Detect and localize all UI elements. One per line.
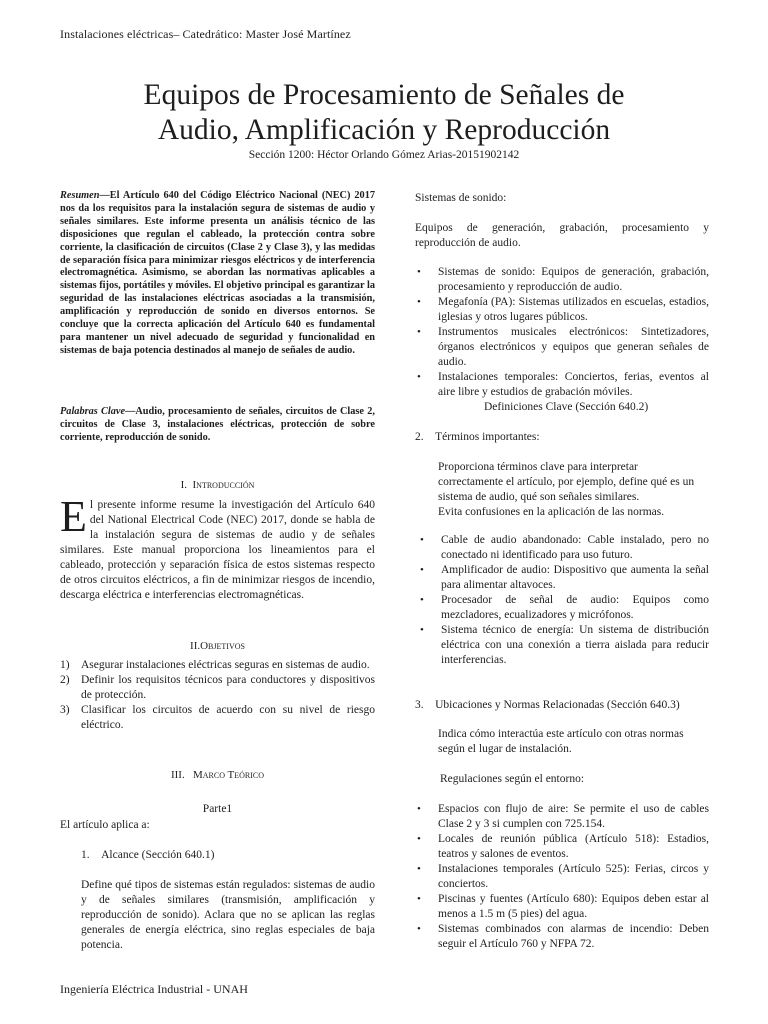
item-number: 3. — [415, 699, 424, 711]
section-number: II. — [190, 640, 201, 652]
item-title: Ubicaciones y Normas Relacionadas (Sección 640.3) — [435, 699, 680, 711]
bullet-icon: • — [417, 923, 421, 935]
list-item — [415, 295, 709, 325]
item-number: 1. — [81, 849, 90, 861]
running-footer: Ingeniería Eléctrica Industrial - UNAH — [60, 982, 248, 996]
page-title — [40, 78, 728, 148]
list-item — [418, 563, 709, 593]
item-terminos-note: Evita confusiones en la aplicación de las normas. — [438, 506, 665, 518]
item-text: Piscinas y fuentes (Artículo 680): Equipos deben estar al menos a 1.5 m (5 pies) del agua. — [438, 893, 709, 920]
list-item — [415, 832, 709, 862]
keywords-label: Palabras Clave — [60, 406, 126, 417]
list-item — [415, 862, 709, 892]
bullet-icon: • — [417, 803, 421, 815]
item-text: Sistemas combinados con alarmas de incendio: Deben seguir el Artículo 760 y NFPA 72. — [438, 923, 709, 950]
title-line-2: Audio, Amplificación y Reproducción — [157, 114, 611, 146]
item-terminos-heading — [415, 430, 709, 445]
item-text: Instalaciones temporales (Artículo 525): Ferias, circos y conciertos. — [438, 863, 709, 890]
running-header: Instalaciones eléctricas– Catedrático: Master José Martínez — [60, 27, 351, 41]
bullet-icon: • — [420, 534, 424, 546]
definitions-heading: Definiciones Clave (Sección 640.2) — [484, 401, 649, 413]
introduction-text: l presente informe resume la investigación del Artículo 640 del National Electrical Code (NEC) 2017, donde se habla de la instalación segura de sistemas de audio y de señales similares. Este manual proporciona los lineamientos para el cableado, protección y separación física de estos sistemas respecto de otros circuitos eléctricos, a fin de minimizar riesgos de incendio, descarga eléctrica e interferencias electromagnéticas. — [60, 499, 375, 601]
item-text: Instrumentos musicales electrónicos: Sintetizadores, órganos electrónicos y equipos que generan señales de audio. — [438, 326, 709, 368]
item-text: Procesador de señal de audio: Equipos como mezcladores, ecualizadores y micrófonos. — [441, 594, 709, 621]
sound-systems-description: Equipos de generación, grabación, procesamiento y reproducción de audio. — [415, 222, 709, 249]
subsection-parte: Parte1 — [202, 803, 233, 815]
item-text: Espacios con flujo de aire: Se permite el uso de cables Clase 2 y 3 si cumplen con 725.154. — [438, 803, 709, 830]
sound-systems-label: Sistemas de sonido: — [415, 192, 507, 204]
bullet-icon: • — [417, 893, 421, 905]
regulations-heading: Regulaciones según el entorno: — [440, 773, 585, 785]
item-text: Cable de audio abandonado: Cable instalado, pero no conectado ni identificado para uso futuro. — [441, 534, 709, 561]
objectives-list — [60, 658, 375, 733]
drop-cap: E — [60, 492, 87, 541]
list-item — [60, 703, 375, 733]
bullet-icon: • — [417, 296, 421, 308]
terms-list — [418, 533, 709, 668]
item-text: Sistema técnico de energía: Un sistema de distribución eléctrica con una conexión a tierra aislada para reducir interferencias. — [441, 624, 709, 666]
list-item — [415, 922, 709, 952]
item-text: Instalaciones temporales: Conciertos, ferias, eventos al aire libre y estudios de grabación móviles. — [438, 371, 709, 398]
list-item — [415, 370, 709, 400]
abstract-label: Resumen — [60, 190, 100, 201]
section-title: Marco Teórico — [192, 769, 265, 781]
list-item — [418, 623, 709, 668]
list-item — [60, 658, 375, 673]
bullet-icon: • — [420, 564, 424, 576]
item-text: Asegurar instalaciones eléctricas seguras en sistemas de audio. — [81, 659, 370, 671]
item-number: 2. — [415, 431, 424, 443]
list-item — [415, 265, 709, 295]
item-number: 2) — [60, 674, 70, 686]
introduction-paragraph — [60, 492, 375, 603]
item-text: Sistemas de sonido: Equipos de generación, grabación, procesamiento y reproducción de audio. — [438, 266, 709, 293]
list-item — [418, 593, 709, 623]
item-title: Términos importantes: — [435, 431, 540, 443]
regulations-list — [415, 802, 709, 952]
bullet-icon: • — [420, 624, 424, 636]
bullet-icon: • — [417, 266, 421, 278]
section-heading-marco-teorico — [60, 768, 375, 783]
item-text: Clasificar los circuitos de acuerdo con su nivel de riesgo eléctrico. — [81, 704, 375, 731]
list-item — [60, 673, 375, 703]
author-line: Sección 1200: Héctor Orlando Gómez Arias-20151902142 — [248, 149, 520, 161]
list-item — [415, 892, 709, 922]
item-alcance-heading — [81, 848, 375, 863]
section-heading-introduction — [60, 478, 375, 493]
item-alcance-text: Define qué tipos de sistemas están regulados: sistemas de audio y de señales similares (transmisión, amplificación y reproducción de sonido). Aclara que no se aplican las reglas generales de energía eléctrica, sino reglas especiales de baja potencia. — [81, 879, 375, 951]
applies-to-text: El artículo aplica a: — [60, 819, 150, 831]
item-number: 3) — [60, 704, 70, 716]
abstract-text: —El Artículo 640 del Código Eléctrico Nacional (NEC) 2017 nos da los requisitos para la instalación segura de sistemas de audio y señales similares. Este informe presenta un análisis técnico de las disposiciones que regulan el cableado, la protección contra sobre corriente, la clasificación de circuitos (Clase 2 y Clase 3), y las medidas de separación física para minimizar riesgos eléctricos y de interferencia electromagnética. Asimismo, se abordan las normativas aplicables a sistemas fijos, portátiles y móviles. El objetivo principal es garantizar la seguridad de las instalaciones eléctricas asociadas a la transmisión, amplificación y reproducción de sonido en diversos entornos. Se concluye que la correcta aplicación del Artículo 640 es fundamental para mantener un nivel adecuado de seguridad y funcionalidad en sistemas de baja potencia destinados al manejo de señales de audio. — [60, 190, 375, 356]
section-number: III. — [170, 769, 185, 781]
item-text: Locales de reunión pública (Artículo 518): Estadios, teatros y salones de eventos. — [438, 833, 709, 860]
bullet-icon: • — [417, 371, 421, 383]
keywords-text: —Audio, procesamiento de señales, circuitos de Clase 2, circuitos de Clase 3, instalaciones eléctricas, protección de sobre corriente, reproducción de sonido. — [60, 406, 375, 443]
list-item — [415, 325, 709, 370]
item-text: Amplificador de audio: Dispositivo que aumenta la señal para alimentar altavoces. — [441, 564, 709, 591]
abstract — [60, 190, 375, 358]
item-terminos-text: Proporciona términos clave para interpretar correctamente el artículo, por ejemplo, define qué es un sistema de audio, qué son señales similares. — [438, 461, 695, 503]
bullet-icon: • — [417, 863, 421, 875]
item-text: Definir los requisitos técnicos para conductores y dispositivos de protección. — [81, 674, 375, 701]
item-number: 1) — [60, 659, 70, 671]
list-item — [415, 802, 709, 832]
item-ubicaciones-text: Indica cómo interactúa este artículo con otras normas según el lugar de instalación. — [438, 728, 684, 755]
item-text: Megafonía (PA): Sistemas utilizados en escuelas, estadios, iglesias y otros lugares públicos. — [438, 296, 709, 323]
section-number: I. — [180, 479, 188, 491]
bullet-icon: • — [420, 594, 424, 606]
section-title: Objetivos — [200, 640, 245, 652]
item-title: Alcance (Sección 640.1) — [101, 849, 215, 861]
list-item — [418, 533, 709, 563]
title-line-1: Equipos de Procesamiento de Señales de — [143, 79, 625, 111]
section-title: Introducción — [192, 479, 255, 491]
sound-systems-list — [415, 265, 709, 400]
section-heading-objectives — [60, 639, 375, 654]
item-ubicaciones-heading — [415, 698, 709, 713]
bullet-icon: • — [417, 326, 421, 338]
bullet-icon: • — [417, 833, 421, 845]
keywords — [60, 406, 375, 445]
